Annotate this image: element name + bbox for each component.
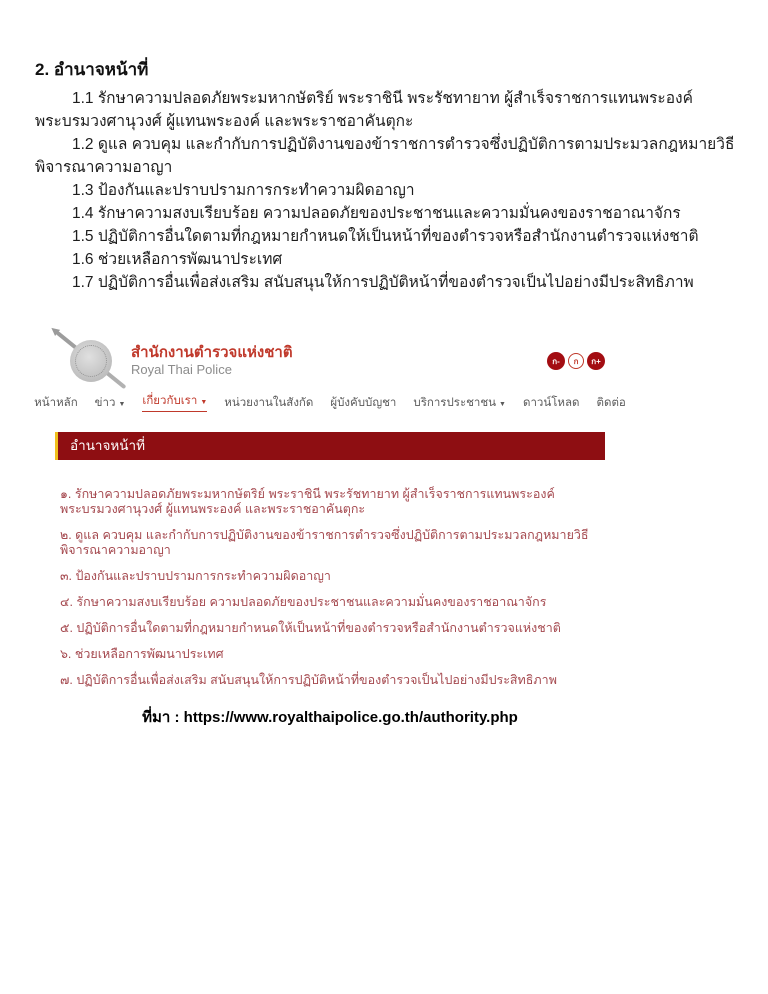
nav-item-about-us[interactable]	[142, 392, 207, 412]
document-body	[0, 0, 768, 294]
source-citation: ที่มา : https://www.royalthaipolice.go.th/authority.php	[142, 709, 518, 726]
site-brand[interactable]	[55, 332, 293, 390]
duty-thai-2: ๒. ดูแล ควบคุม และกำกับการปฏิบัติงานของข้าราชการตำรวจซึ่งปฏิบัติการตามประมวลกฎหมายวิธีพิจารณาความอาญา	[60, 528, 589, 557]
font-normal-button[interactable]: ก	[568, 353, 584, 369]
duty-thai-4: ๔. รักษาความสงบเรียบร้อย ความปลอดภัยของประชาชนและความมั่นคงของราชอาณาจักร	[60, 595, 547, 609]
nav-item-label: บริการประชาชน	[413, 397, 497, 409]
duty-thai-6: ๖. ช่วยเหลือการพัฒนาประเทศ	[60, 647, 224, 661]
brand-name-thai: สำนักงานตำรวจแห่งชาติ	[131, 343, 293, 361]
duty-thai-1: ๑. รักษาความปลอดภัยพระมหากษัตริย์ พระราชินี พระรัชทายาท ผู้สำเร็จราชการแทนพระองค์ พระบรมวงศานุวงศ์ ผู้แทนพระองค์ และพระราชอาคันตุกะ	[60, 487, 555, 516]
duty-item-1-4: 1.4 รักษาความสงบเรียบร้อย ความปลอดภัยของประชาชนและความมั่นคงของราชอาณาจักร	[72, 205, 681, 222]
nav-item-label: หน้าหลัก	[34, 397, 78, 409]
font-increase-button[interactable]: ก+	[587, 352, 605, 370]
chevron-down-icon: ▼	[118, 400, 126, 408]
brand-text	[131, 344, 293, 379]
nav-item-label: ติดต่อ	[596, 397, 626, 409]
nav-item-label: เกี่ยวกับเรา	[142, 395, 198, 407]
duty-item-1-5: 1.5 ปฏิบัติการอื่นใดตามที่กฎหมายกำหนดให้เป็นหน้าที่ของตำรวจหรือสำนักงานตำรวจแห่งชาติ	[72, 228, 699, 245]
nav-item-label: หน่วยงานในสังกัด	[224, 397, 314, 409]
brand-name-english: Royal Thai Police	[131, 362, 232, 378]
duty-item-1-2: 1.2 ดูแล ควบคุม และกำกับการปฏิบัติงานของข้าราชการตำรวจซึ่งปฏิบัติการตามประมวลกฎหมายวิธีพิจารณาความอาญา	[35, 136, 735, 176]
nav-item-downloads[interactable]	[523, 394, 580, 412]
nav-item-commanders[interactable]	[330, 394, 396, 412]
nav-item-contact[interactable]	[597, 394, 626, 412]
duty-item-1-6: 1.6 ช่วยเหลือการพัฒนาประเทศ	[72, 251, 283, 268]
duties-list	[55, 487, 605, 688]
duty-item-1-3: 1.3 ป้องกันและปราบปรามการกระทำความผิดอาญา	[72, 182, 415, 199]
duty-item-1-7: 1.7 ปฏิบัติการอื่นเพื่อส่งเสริม สนับสนุนให้การปฏิบัติหน้าที่ของตำรวจเป็นไปอย่างมีประสิทธิภาพ	[72, 274, 694, 291]
nav-item-home[interactable]	[34, 394, 78, 412]
nav-item-label: ดาวน์โหลด	[522, 397, 580, 409]
nav-item-label: ผู้บังคับบัญชา	[330, 397, 397, 409]
font-size-controls	[547, 352, 605, 370]
website-screenshot	[34, 332, 626, 688]
duty-thai-5: ๕. ปฏิบัติการอื่นใดตามที่กฎหมายกำหนดให้เป็นหน้าที่ของตำรวจหรือสำนักงานตำรวจแห่งชาติ	[60, 621, 561, 635]
duty-thai-3: ๓. ป้องกันและปราบปรามการกระทำความผิดอาญา	[60, 569, 331, 583]
duty-thai-7: ๗. ปฏิบัติการอื่นเพื่อส่งเสริม สนับสนุนให้การปฏิบัติหน้าที่ของตำรวจเป็นไปอย่างมีประสิทธิภาพ	[60, 673, 557, 687]
source-citation-row	[55, 705, 605, 729]
section-heading: 2. อำนาจหน้าที่	[35, 60, 149, 79]
police-seal-icon	[55, 332, 123, 390]
nav-item-label: ข่าว	[94, 397, 116, 409]
font-decrease-button[interactable]: ก-	[547, 352, 565, 370]
chevron-down-icon: ▼	[499, 400, 506, 408]
nav-item-agencies[interactable]	[224, 394, 313, 412]
duty-item-1-1: 1.1 รักษาความปลอดภัยพระมหากษัตริย์ พระราชินี พระรัชทายาท ผู้สำเร็จราชการแทนพระองค์ พระบรมวงศานุวงศ์ ผู้แทนพระองค์ และพระราชอาคันตุกะ	[35, 90, 693, 130]
nav-item-public-services[interactable]	[413, 394, 506, 412]
main-nav	[34, 392, 626, 423]
seal-circle-icon	[70, 340, 112, 382]
site-header	[55, 332, 605, 390]
nav-item-news[interactable]	[95, 394, 126, 412]
page-title-banner: อำนาจหน้าที่	[55, 432, 605, 460]
chevron-down-icon: ▼	[200, 398, 208, 406]
